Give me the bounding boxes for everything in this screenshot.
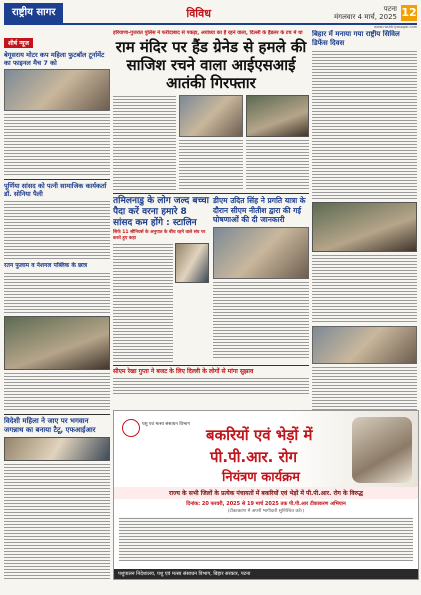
story-dm (213, 196, 309, 363)
left-photo-3 (4, 437, 110, 461)
left-text-4 (4, 372, 110, 411)
lead-story-body (113, 95, 309, 191)
left-headline-3: रतन फुलाम व नेशनल पब्लिक के छात्र (4, 262, 88, 269)
ad-dates: दिनांक: 20 फरवरी, 2025 से 19 मार्च 2025 तक पी.पी.आर टीकाकरण अभियान (186, 501, 346, 507)
right-column (312, 30, 417, 410)
lead-photo-block (179, 95, 242, 191)
left-headline-2: पूर्णिया सांसद को पत्नी सामाजिक कार्यकर्ता डॉ. सोनिया पैली (4, 182, 107, 198)
center-row-2 (113, 196, 309, 363)
ad-department: पशु एवं मत्स्य संसाधन विभाग (142, 422, 190, 427)
page-number: 12 (401, 6, 417, 19)
right-headline-1: बिहार में मनाया गया राष्ट्रीय सिविल डिफेंस दिवस (312, 30, 400, 47)
left-text-1 (4, 113, 110, 177)
lead-text-1 (113, 95, 176, 191)
lead-kicker: हरियाणा-गुजरात पुलिस ने फरीदाबाद से पकड़ा, अयोध्या का है रहने वाला, दिल्ली के हैंडलर के टच में था (113, 30, 303, 36)
dm-photo (213, 227, 309, 279)
goat-image (352, 417, 412, 483)
stalin-photo (175, 243, 209, 283)
right-text-2 (312, 254, 417, 324)
rekha-headline: सीएम रेखा गुप्ता ने बजट के लिए दिल्ली के लोगों से मांगा सुझाव (113, 368, 254, 375)
dm-text (213, 281, 309, 359)
center-divider-1 (113, 193, 309, 194)
section-title: विविध (186, 6, 212, 20)
left-divider (4, 179, 110, 180)
stalin-text (113, 243, 173, 363)
right-text-1 (312, 50, 417, 200)
left-text-5 (4, 463, 110, 580)
stalin-subhead: सिर्फ 11 सीनियर्स के अनुपात के बीच रहने वाले संघ पर करते हुए कहा (113, 230, 206, 241)
left-column-bottom (4, 412, 110, 580)
masthead-brand: राष्ट्रीय सागर (4, 3, 63, 23)
edition-city: पटना (383, 5, 397, 13)
dm-headline: डीएम उदित सिंह ने प्रगति यात्रा के दौरान सीएम नीतीश द्वारा की गई घोषणाओं की दी जानकारी (213, 196, 306, 224)
govt-logo-icon (122, 419, 140, 437)
ad-body (114, 517, 418, 561)
ad-footer: पशुपालन निदेशालय, पशु एवं मत्स्य संसाधन विभाग, बिहार सरकार, पटना (114, 569, 418, 579)
ad-note: (टीकाकरण में अपनी भागीदारी सुनिश्चित करें।) (227, 509, 305, 514)
right-photo-1 (312, 202, 417, 252)
stalin-body (113, 243, 209, 363)
left-column-top (4, 30, 110, 260)
ad-body-text (119, 517, 413, 561)
ppr-advertisement (113, 410, 419, 580)
masthead (4, 3, 417, 25)
left-column-mid (4, 262, 110, 410)
lead-text-3 (246, 139, 309, 191)
edition-info (334, 5, 397, 21)
left-text-2 (4, 200, 110, 260)
left-text-3 (4, 272, 110, 314)
left-headline-4: विदेशी महिला ने जाए पर भगवान जगन्नाथ का बनाया टैटू, एफआईआर (4, 417, 96, 434)
site-url: www.rashtriyasagar.com (373, 25, 417, 29)
left-headline-1: बेगूसराय मोटर कप महिला फुटबॉल टूर्नामेंट का फाइनल मैच 7 को (4, 51, 105, 67)
lead-photo-block-2 (246, 95, 309, 191)
left-photo-2 (4, 316, 110, 370)
lead-text-2 (179, 139, 242, 191)
left-tag: शीर्ष न्यूज (4, 38, 33, 48)
edition-date: मंगलवार 4 मार्च, 2025 (333, 13, 397, 21)
story-stalin (113, 196, 209, 363)
center-divider-2 (113, 365, 309, 366)
center-column (113, 30, 309, 395)
right-photo-2 (312, 326, 417, 364)
ad-title-line-1: बकरियों एवं भेड़ों में (206, 426, 313, 444)
ad-title-line-3: नियंत्रण कार्यक्रम (222, 470, 300, 485)
right-text-3 (312, 366, 417, 410)
left-divider-2 (4, 414, 110, 415)
lead-photo-2 (246, 95, 309, 137)
left-photo-1 (4, 69, 110, 111)
lead-photo-1 (179, 95, 242, 137)
rekha-text (113, 377, 309, 395)
ad-header (114, 411, 418, 487)
stalin-headline: तमिलनाडु के लोग जल्द बच्चा पैदा करें वरना हमारे 8 सांसद कम होंगे : स्टालिन (113, 196, 209, 228)
lead-headline: राम मंदिर पर हैंड ग्रेनेड से हमले की साजिश रचने वाला आईएसआई आतंकी गिरफ्तार (115, 38, 307, 92)
ad-title-line-2: पी.पी.आर. रोग (210, 448, 298, 466)
ad-band: राज्य के सभी जिलों के प्रत्येक पंचायतों में बकरियों एवं भेड़ों में पी.पी.आर. रोग के विरुद्ध (114, 487, 418, 499)
